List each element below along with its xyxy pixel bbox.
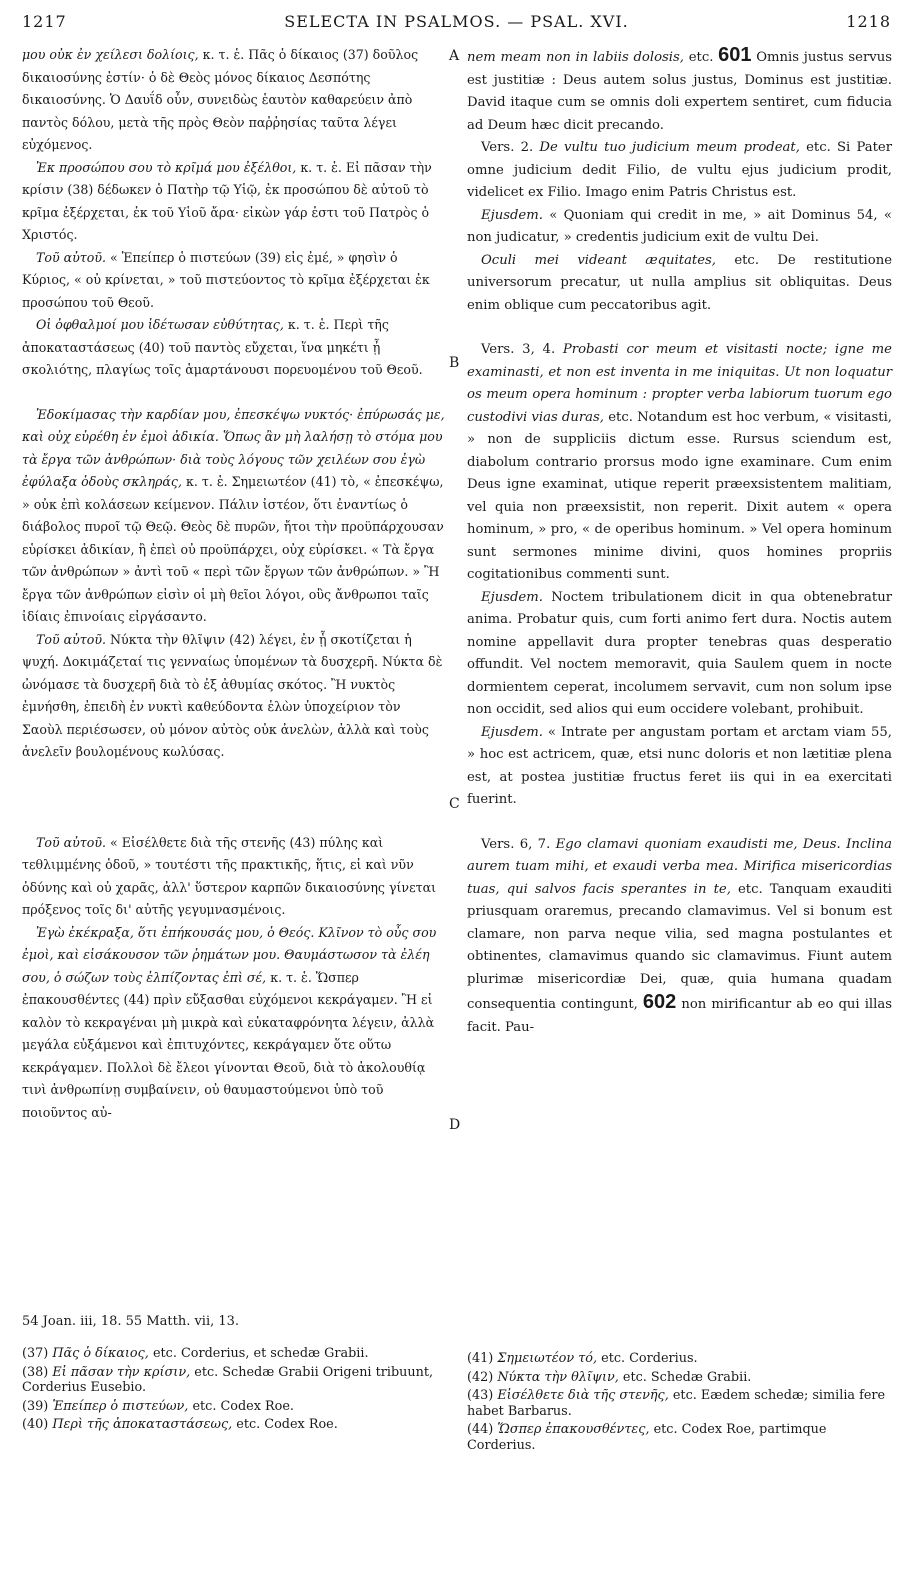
- latin-lemma: Ejusdem.: [481, 207, 543, 223]
- latin-lemma: Ejusdem.: [481, 724, 543, 740]
- verse-label: Vers. 3, 4.: [481, 342, 556, 357]
- note: (44) Ὥσπερ ἐπακουσθέντες, etc. Codex Roe, partimque Corderius.: [467, 1422, 827, 1453]
- column-number: 601: [718, 44, 752, 66]
- latin-paragraph: [467, 587, 892, 722]
- greek-text: κ. τ. ἑ. Εἰ πᾶσαν τὴν κρίσιν (38) δέδωκεν ὁ Πατὴρ τῷ Υἱῷ, ἐκ προσώπου δὲ αὐτοῦ τὸ κρῖμα ἐξέρχεται, ἐκ τοῦ Υἱοῦ ἄρα· εἰκὼν γάρ ἐστι τοῦ Πατρὸς ὁ Χριστός.: [22, 159, 432, 242]
- notes-right: [467, 1351, 892, 1456]
- latin-lemma: nem meam non in labiis dolosis,: [467, 50, 684, 65]
- greek-paragraph: [22, 629, 445, 764]
- note: (40) Περὶ τῆς ἀποκαταστάσεως, etc. Codex Roe.: [22, 1417, 338, 1432]
- greek-paragraph: [22, 247, 445, 315]
- scripture-footnotes: 54 Joan. iii, 18. 55 Matth. vii, 13.: [22, 1314, 240, 1329]
- margin-marker-d: D: [449, 1117, 461, 1133]
- running-title: SELECTA IN PSALMOS. — PSAL. XVI.: [284, 12, 629, 31]
- note: (38) Εἰ πᾶσαν τὴν κρίσιν, etc. Schedæ Grabii Origeni tribuunt, Corderius Eusebio.: [22, 1364, 434, 1395]
- page-number-left: 1217: [22, 12, 67, 31]
- greek-text: κ. τ. ἑ. Πᾶς ὁ δίκαιος (37) δοῦλος δικαιοσύνης ἐστίν· ὁ δὲ Θεὸς μόνος δίκαιος Δεσπότης δικαιοσύνης. Ὁ Δαυΐδ οὖν, συνειδὼς ἑαυτὸν καθαρεύειν ἀπὸ παντὸς δόλου, μετὰ τῆς πρὸς Θεὸν παῤῥησίας ταῦτα λέγει εὐχόμενος.: [22, 47, 419, 152]
- latin-text: Omnis justus servus est justitiæ : Deus autem solus justus, Dominus est justitiæ. David itaque cum se omnis doli expertem sentiret, cum fiducia ad Deum hæc dicit precando.: [467, 50, 892, 133]
- latin-column: [467, 44, 892, 1039]
- greek-paragraph: [22, 44, 445, 157]
- latin-paragraph: [467, 44, 892, 137]
- greek-paragraph: [22, 157, 445, 247]
- latin-lemma: De vultu tuo judicium meum prodeat,: [533, 140, 800, 155]
- greek-text: Νύκτα τὴν θλῖψιν (42) λέγει, ἐν ᾗ σκοτίζεται ἡ ψυχή. Δοκιμάζεταί τις γενναίως ὑπομένων τὰ δυσχερῆ. Νύκτα δὲ ὠνόμασε τὰ δυσχερῆ διὰ τὸ ἐξ ἀθυμίας σκότος. Ἢ νυκτὸς ἐμνήσθη, ἐπειδὴ ἐν νυκτὶ καθεύδοντα ἑλὼν ὑποχείριον τὸν Σαοὺλ περιέσωσεν, οὐ μόνον αὐτὸς οὐκ ἀνελὼν, ἀλλὰ καὶ τοὺς ἀνελεῖν βουλομένους κωλύσας.: [22, 631, 443, 759]
- latin-text: etc. Tanquam exauditi priusquam oraremus, precando clamavimus. Vel si bonum est clamare, non parva neque vilia, sed magna postulantes et obtinentes, clamavimus quando sic clamavimus. Fiunt autem plurimæ misericordiæ Dei, quæ, quia humana quadam consequentia contingunt,: [467, 881, 892, 1012]
- latin-text: etc. Notandum est hoc verbum, « visitasti, » non de suppliciis dictum esse. Rursus sciendum est, diabolum contrario prorsus modo igne examinare. Cum enim Deus igne examinat, utique reperit præexsistentem malitiam, vel quia non præexsistit, non reperit. Dixit autem « opera hominum, » pro, « de operibus hominum. » Vel opera hominum sunt sermones minime divini, quos homines propriis cogitationibus commenti sunt.: [467, 409, 892, 582]
- verse-label: Vers. 6, 7.: [481, 836, 551, 852]
- margin-marker-a: A: [449, 48, 460, 64]
- latin-paragraph: [467, 250, 892, 318]
- note: (43) Εἰσέλθετε διὰ τῆς στενῆς, etc. Eædem schedæ; similia fere habet Barbarus.: [467, 1388, 886, 1419]
- latin-paragraph: [467, 339, 892, 587]
- verse-label: Vers. 2.: [481, 140, 534, 155]
- latin-text: non mirificantur ab eo qui illas facit. Pau-: [467, 997, 892, 1035]
- latin-text: Noctem tribulationem dicit in qua obtenebratur anima. Probatur quis, cum forti animo fert dura. Noctis autem nomine appellavit dura propter tenebras quas desperatio offundit. Vel noctem memoravit, quia Saulem quem in nocte dormientem ceperat, incolumem servavit, cum non solum ipse non occidit, sed alios qui eum occidere volebant, prohibuit.: [467, 589, 892, 717]
- latin-text: etc. Si Pater omne judicium dedit Filio, de vultu ejus judicium prodit, videlicet ex Filio. Imago enim Patris Christus est.: [467, 140, 893, 200]
- latin-lemma: Oculi mei videant æquitates,: [481, 252, 716, 268]
- greek-paragraph: [22, 314, 445, 382]
- greek-text: κ. τ. ἑ. Ὥσπερ ἐπακουσθέντες (44) πρὶν εὔξασθαι εὐχόμενοι κεκράγαμεν. Ἢ εἰ καλὸν τὸ κεκραγέναι μὴ μικρὰ καὶ εὐκαταφρόνητα λέγειν, ἀλλὰ μεγάλα εὐξάμενοι καὶ ἐπιτυχόντες, κεκράγαμεν ὅτε οὕτω κεκράγαμεν. Πολλοὶ δὲ ἔλεοι γίνονται Θεοῦ, διὰ τὸ ἀκολουθίᾳ τινὶ ἀνθρωπίνῃ συμβαίνειν, οὐ θαυμαστούμενοι ὑπὸ τοῦ ποιοῦντος αὐ-: [22, 969, 435, 1120]
- latin-text: etc. De restitutione universorum precatur, ut nulla amplius sit obliquitas. Deus enim oblique cum peccatoribus agit.: [467, 252, 892, 313]
- greek-text: κ. τ. ἑ. Περὶ τῆς ἀποκαταστάσεως (40) τοῦ παντὸς εὔχεται, ἵνα μηκέτι ᾖ σκολιότης, πλαγίως τοῖς ἁμαρτάνουσι πορευομένου τοῦ Θεοῦ.: [22, 317, 423, 377]
- greek-paragraph: [22, 922, 445, 1125]
- greek-lemma: Τοῦ αὐτοῦ.: [36, 249, 107, 265]
- greek-text: « Ἐπείπερ ὁ πιστεύων (39) εἰς ἐμέ, » φησὶν ὁ Κύριος, « οὐ κρίνεται, » τοῦ πιστεύοντος τὸ κρῖμα ἐξέρχεται ἐκ προσώπου τοῦ Θεοῦ.: [22, 249, 430, 310]
- margin-marker-c: C: [449, 796, 460, 812]
- margin-marker-b: B: [449, 355, 460, 371]
- greek-lemma: Ἐδοκίμασας τὴν καρδίαν μου, ἐπεσκέψω νυκτός· ἐπύρωσάς με, καὶ οὐχ εὑρέθη ἐν ἐμοὶ ἀδικία. Ὅπως ἂν μὴ λαλήσῃ τὸ στόμα μου τὰ ἔργα τῶν ἀνθρώπων· διὰ τοὺς λόγους τῶν χειλέων σου ἐγὼ ἐφύλαξα ὁδοὺς σκληράς,: [22, 406, 445, 489]
- notes-left: [22, 1346, 442, 1436]
- greek-lemma: Τοῦ αὐτοῦ.: [36, 631, 107, 647]
- latin-lemma: Ejusdem.: [481, 589, 543, 605]
- latin-text: « Quoniam qui credit in me, » ait Dominus 54, « non judicatur, » credentis judicium exit de vultu Dei.: [467, 207, 892, 245]
- greek-paragraph: [22, 404, 445, 629]
- greek-text: « Εἰσέλθετε διὰ τῆς στενῆς (43) πύλης καὶ τεθλιμμένης ὁδοῦ, » τουτέστι τῆς πρακτικῆς, ἥτις, εἰ καὶ νῦν ὀδύνης καὶ οὐ χαρᾶς, ἀλλ' ὕστερον καρπῶν δικαιοσύνης γίνεται πρόξενος τοῖς δι' αὐτῆς γεγυμνασμένοις.: [22, 834, 437, 917]
- page-number-right: 1218: [846, 12, 891, 31]
- page-header: [22, 12, 891, 34]
- greek-lemma: Ἐκ προσώπου σου τὸ κρῖμά μου ἐξέλθοι,: [36, 159, 297, 175]
- greek-lemma: Ἐγὼ ἐκέκραξα, ὅτι ἐπήκουσάς μου, ὁ Θεός. Κλῖνον τὸ οὖς σου ἐμοὶ, καὶ εἰσάκουσον τῶν ῥημάτων μου. Θαυμάστωσον τὰ ἐλέη σου, ὁ σώζων τοὺς ἐλπίζοντας ἐπὶ σέ,: [22, 924, 437, 985]
- latin-paragraph: [467, 137, 892, 205]
- latin-text: etc.: [683, 50, 719, 65]
- note: (41) Σημειωτέον τό, etc. Corderius.: [467, 1351, 698, 1366]
- note: (37) Πᾶς ὁ δίκαιος, etc. Corderius, et schedæ Grabii.: [22, 1346, 369, 1361]
- greek-lemma: μου οὐκ ἐν χείλεσι δολίοις,: [22, 47, 199, 62]
- latin-lemma: Ego clamavi quoniam exaudisti me, Deus. Inclina aurem tuam mihi, et exaudi verba mea. Mirifica misericordias tuas, qui salvos facis sperantes in te,: [467, 836, 892, 897]
- latin-paragraph: [467, 834, 892, 1040]
- greek-text: κ. τ. ἑ. Σημειωτέον (41) τὸ, « ἐπεσκέψω, » οὐκ ἐπὶ κολάσεων κείμενον. Πάλιν ἰστέον, ὅτι ἐναντίως ὁ διάβολος πυροῖ τῷ Θεῷ. Θεὸς δὲ πυρῶν, ἤτοι τὴν προϋπάρχουσαν εὑρίσκει ἀδικίαν, ἢ ἐπεὶ οὐ προϋπάρχει, οὐχ εὑρίσκει. « Τὰ ἔργα τῶν ἀνθρώπων » ἀντὶ τοῦ « περὶ τῶν ἔργων τῶν ἀνθρώπων. » Ἢ ἔργα τῶν ἀνθρώπων εἰσὶν οἱ μὴ θεῖοι λόγοι, οὓς ἄνθρωποι ταῖς ἰδίαις ἐπινοίαις εἰργάσαντο.: [22, 474, 444, 624]
- greek-paragraph: [22, 832, 445, 922]
- greek-lemma: Τοῦ αὐτοῦ.: [36, 834, 107, 850]
- note: (39) Ἐπείπερ ὁ πιστεύων, etc. Codex Roe.: [22, 1398, 294, 1414]
- latin-text: « Intrate per angustam portam et arctam viam 55, » hoc est actricem, quæ, etsi nunc doloris et non lætitiæ plena est, at postea justitiæ fructus feret iis qui in ea exercitati fuerint.: [467, 724, 892, 807]
- note: (42) Νύκτα τὴν θλῖψιν, etc. Schedæ Grabii.: [467, 1369, 752, 1385]
- latin-lemma: Probasti cor meum et visitasti nocte; igne me examinasti, et non est inventa in me iniquitas. Ut non loquatur os meum opera hominum : propter verba labiorum tuorum ego custodivi vias duras,: [467, 342, 892, 425]
- column-number: 602: [642, 991, 677, 1013]
- greek-lemma: Οἱ ὀφθαλμοί μου ἰδέτωσαν εὐθύτητας,: [36, 317, 284, 332]
- latin-paragraph: [467, 722, 892, 812]
- latin-paragraph: [467, 205, 892, 250]
- greek-column: [22, 44, 445, 1124]
